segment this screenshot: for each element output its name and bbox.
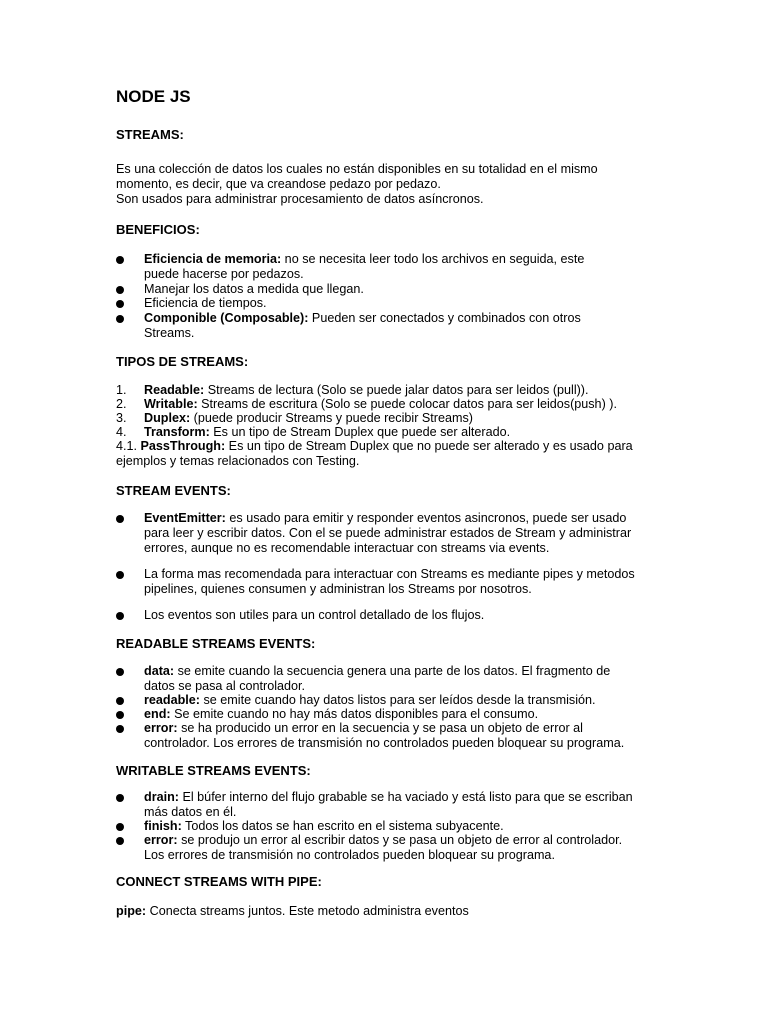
bullet-icon [116,571,124,579]
item-text: Los eventos son utiles para un control detallado de los flujos. [144,608,485,622]
item-number: 1. [116,383,127,397]
item-text: Conecta streams juntos. Este metodo administra eventos [146,904,469,918]
item-text: Se emite cuando no hay más datos disponibles para el consumo. [170,707,539,721]
item-term: Eficiencia de memoria: [144,252,282,266]
item-text: Es un tipo de Stream Duplex que no puede ser alterado y es usado para [225,439,633,453]
item-text: se emite cuando la secuencia genera una parte de los datos. El fragmento de [174,664,611,678]
tipos-heading: TIPOS DE STREAMS: [116,354,249,369]
bullet-icon [116,286,124,294]
item-text: El búfer interno del flujo grabable se ha vaciado y está listo para que se escriban [178,790,633,804]
bullet-icon [116,711,124,719]
item-term: Componible (Composable): [144,311,309,325]
beneficios-heading: BENEFICIOS: [116,222,200,237]
item-number: 4.1. [116,439,138,453]
paragraph-line: momento, es decir, que va creandose pedazo por pedazo. [116,176,441,191]
bullet-icon [116,837,124,845]
item-term: drain: [144,790,179,804]
item-text: Streams de lectura (Solo se puede jalar datos para ser leidos (pull)). [204,383,589,397]
item-term: Duplex: [144,411,191,425]
item-number: 4. [116,425,127,439]
item-text: es usado para emitir y responder eventos asincronos, puede ser usado [225,511,627,525]
item-text-cont: puede hacerse por pedazos. [144,266,304,281]
item-text-cont: pipelines, quienes consumen y administran los Streams por nosotros. [144,581,532,596]
item-term: error: [144,721,178,735]
item-term: readable: [144,693,200,707]
pipe-heading: CONNECT STREAMS WITH PIPE: [116,874,322,889]
item-text: se produjo un error al escribir datos y se pasa un objeto de error al controlador. [177,833,623,847]
pipe-paragraph [116,904,652,919]
item-text: Pueden ser conectados y combinados con otros [308,311,581,325]
streams-paragraph [116,162,652,206]
item-term: Transform: [144,425,210,439]
item-term: finish: [144,819,182,833]
bullet-icon [116,823,124,831]
item-term: pipe: [116,904,147,918]
item-text: Eficiencia de tiempos. [144,296,267,310]
item-term: Writable: [144,397,198,411]
item-text: Es un tipo de Stream Duplex que puede ser alterado. [209,425,511,439]
item-text: Manejar los datos a medida que llegan. [144,282,364,296]
item-text-cont: ejemplos y temas relacionados con Testing. [116,453,360,468]
streams-heading: STREAMS: [116,127,184,142]
item-term: Readable: [144,383,205,397]
item-text: La forma mas recomendada para interactuar con Streams es mediante pipes y metodos [144,567,635,581]
document-title: NODE JS [116,87,191,106]
item-text-cont: para leer y escribir datos. Con el se puede administrar estados de Stream y administrar [144,525,632,540]
bullet-icon [116,725,124,733]
item-text: Streams de escritura (Solo se puede colocar datos para ser leidos(push) ). [197,397,617,411]
item-text-cont: Los errores de transmisión no controlados pueden bloquear su programa. [144,847,555,862]
bullet-icon [116,668,124,676]
item-term: EventEmitter: [144,511,226,525]
item-text: Todos los datos se han escrito en el sistema subyacente. [181,819,504,833]
item-term: PassThrough: [140,439,226,453]
item-text-cont: controlador. Los errores de transmisión no controlados pueden bloquear su programa. [144,735,625,750]
item-text-cont: errores, aunque no es recomendable interactuar con streams via events. [144,540,550,555]
numbered-subitem [116,439,652,469]
item-text: se ha producido un error en la secuencia y se pasa un objeto de error al [177,721,583,735]
item-text: no se necesita leer todo los archivos en seguida, este [281,252,585,266]
writable-heading: WRITABLE STREAMS EVENTS: [116,763,311,778]
events-heading: STREAM EVENTS: [116,483,231,498]
bullet-icon [116,300,124,308]
bullet-icon [116,515,124,523]
item-text-cont: Streams. [144,325,195,340]
item-text: se emite cuando hay datos listos para ser leídos desde la transmisión. [200,693,596,707]
bullet-icon [116,794,124,802]
item-text: (puede producir Streams y puede recibir Streams) [190,411,473,425]
readable-heading: READABLE STREAMS EVENTS: [116,636,316,651]
bullet-icon [116,256,124,264]
bullet-icon [116,315,124,323]
item-term: error: [144,833,178,847]
paragraph-line: Son usados para administrar procesamiento de datos asíncronos. [116,191,484,206]
item-number: 2. [116,397,127,411]
paragraph-line: Es una colección de datos los cuales no están disponibles en su totalidad en el mismo [116,162,598,176]
item-text-cont: más datos en él. [144,804,237,819]
bullet-icon [116,612,124,620]
item-text-cont: datos se pasa al controlador. [144,678,306,693]
item-term: data: [144,664,175,678]
bullet-icon [116,697,124,705]
item-term: end: [144,707,171,721]
item-number: 3. [116,411,127,425]
